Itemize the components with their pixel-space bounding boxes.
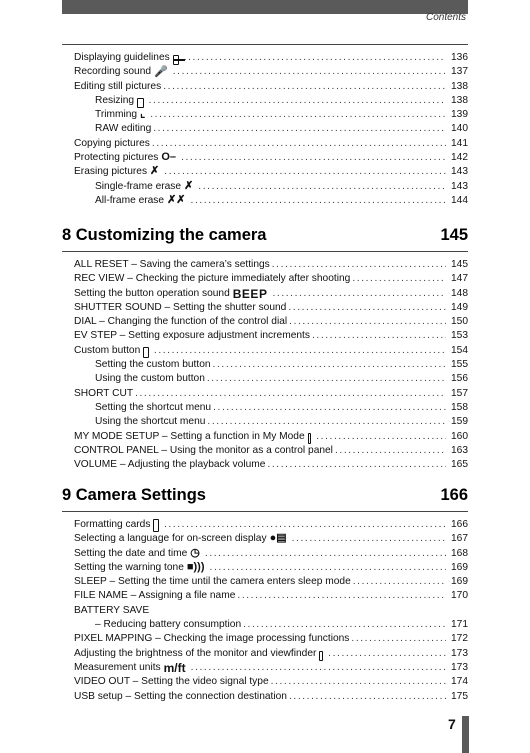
toc-entry[interactable] — [62, 272, 468, 286]
dot-leader — [267, 458, 446, 472]
toc-entry-title: BATTERY SAVE — [74, 604, 150, 616]
toc-entry[interactable] — [62, 194, 468, 208]
toc-entry[interactable] — [62, 329, 468, 343]
toc-entry-page: 166 — [451, 519, 468, 530]
toc-entry-page: 168 — [451, 547, 468, 559]
toc-entry[interactable] — [62, 444, 468, 458]
toc-entry-title: RAW editing — [95, 123, 152, 135]
dot-leader — [352, 272, 446, 286]
toc-entry-page: 148 — [451, 287, 468, 299]
toc-entry-page: 165 — [451, 459, 468, 471]
protect-key-icon: O– — [161, 151, 177, 164]
toc-entry[interactable] — [62, 387, 468, 401]
toc-entry[interactable] — [62, 458, 468, 472]
dot-leader — [292, 532, 446, 546]
dot-leader — [184, 51, 446, 65]
beep-icon: BEEP — [232, 286, 268, 301]
toc-entry[interactable] — [62, 518, 468, 532]
toc-entry-page: 149 — [451, 301, 468, 313]
dot-leader — [335, 444, 446, 458]
dot-leader — [271, 675, 446, 689]
toc-entry-page: 175 — [451, 690, 468, 702]
toc-block-customizing — [62, 251, 468, 472]
dot-leader — [205, 547, 446, 561]
toc-entry[interactable] — [62, 401, 468, 415]
language-icon: ●▤ — [269, 532, 287, 545]
dot-leader — [150, 108, 446, 122]
toc-entry[interactable] — [62, 137, 468, 151]
toc-entry-title: Erasing pictures — [74, 166, 148, 178]
toc-entry[interactable] — [62, 122, 468, 136]
dot-leader — [272, 287, 446, 301]
toc-entry[interactable] — [62, 430, 468, 444]
toc-entry-title: Adjusting the brightness of the monitor and viewfinder — [74, 647, 317, 659]
toc-entry[interactable] — [62, 372, 468, 386]
clock-icon: ◷ — [190, 546, 200, 559]
toc-entry-title: Using the custom button — [95, 373, 205, 385]
toc-entry[interactable] — [62, 561, 468, 575]
toc-entry-title: FILE NAME – Assigning a file name — [74, 590, 236, 602]
trim-icon: ⌞ — [140, 108, 146, 121]
toc-entry[interactable] — [62, 315, 468, 329]
toc-entry-title: Setting the date and time — [74, 547, 188, 559]
toc-entry[interactable] — [62, 108, 468, 122]
toc-entry-title: Using the shortcut menu — [95, 416, 206, 428]
toc-entry-title: VOLUME – Adjusting the playback volume — [74, 459, 266, 471]
toc-entry-title: USB setup – Setting the connection destination — [74, 690, 287, 702]
toc-entry[interactable] — [62, 287, 468, 301]
chapter-8-heading[interactable] — [62, 226, 468, 245]
toc-entry-page: 169 — [451, 561, 468, 573]
toc-entry-page: 159 — [451, 416, 468, 428]
toc-entry[interactable] — [62, 575, 468, 589]
toc-entry-title: Protecting pictures — [74, 152, 159, 164]
toc-entry-title: Setting the shortcut menu — [95, 401, 212, 413]
toc-entry-page: 141 — [451, 137, 468, 149]
dot-leader — [328, 647, 446, 661]
toc-entry[interactable] — [62, 589, 468, 603]
page-number: 7 — [448, 716, 456, 732]
toc-entry-page: 173 — [451, 647, 468, 659]
resize-icon — [137, 98, 144, 108]
toc-entry[interactable] — [62, 647, 468, 661]
toc-entry-page: 155 — [451, 359, 468, 371]
toc-entry[interactable] — [62, 415, 468, 429]
dot-leader — [164, 165, 446, 179]
toc-entry-page: 143 — [451, 180, 468, 192]
dot-leader — [243, 618, 446, 632]
toc-entry-title: Trimming — [95, 109, 138, 121]
toc-entry[interactable] — [62, 258, 468, 272]
mft-icon: m/ft — [163, 660, 186, 675]
chapter-8-title: 8 Customizing the camera — [62, 226, 267, 244]
microphone-icon: 🎤 — [154, 66, 168, 79]
toc-entry-page: 174 — [451, 676, 468, 688]
dot-leader — [135, 387, 446, 401]
toc-entry-title: Measurement units — [74, 661, 161, 673]
custom-button-icon — [143, 347, 149, 358]
dot-leader — [149, 94, 446, 108]
toc-entry[interactable] — [62, 51, 468, 65]
erase-icon: ✗ — [150, 165, 160, 178]
dot-leader — [351, 632, 446, 646]
dot-leader — [198, 180, 446, 194]
dot-leader — [154, 344, 446, 358]
toc-entry-page: 136 — [451, 52, 468, 63]
dot-leader — [153, 122, 446, 136]
toc-entry-title: – Reducing battery consumption — [95, 619, 242, 631]
chapter-9-page: 166 — [440, 486, 468, 504]
toc-entry-title: Displaying guidelines — [74, 52, 170, 63]
toc-entry[interactable] — [62, 675, 468, 689]
all-erase-icon: ✗✗ — [167, 193, 186, 206]
toc-entry-title: Editing still pictures — [74, 80, 162, 92]
toc-entry-page: 144 — [451, 194, 468, 206]
toc-entry[interactable] — [62, 165, 468, 179]
toc-entry-title: DIAL – Changing the function of the control dial — [74, 316, 288, 328]
dot-leader — [152, 137, 446, 151]
toc-entry-page: 153 — [451, 330, 468, 342]
dot-leader — [213, 401, 446, 415]
toc-entry-page: 140 — [451, 123, 468, 135]
dot-leader — [213, 358, 446, 372]
dot-leader — [289, 315, 446, 329]
dot-leader — [181, 151, 446, 165]
chapter-8-page: 145 — [440, 226, 468, 244]
erase-icon: ✗ — [184, 179, 194, 192]
toc-entry-page: 137 — [451, 66, 468, 78]
page-tab — [462, 716, 469, 753]
toc-entry-title: Single-frame erase — [95, 180, 182, 192]
dot-leader — [289, 690, 446, 704]
toc-entry-title: VIDEO OUT – Setting the video signal type — [74, 676, 269, 688]
toc-entry[interactable] — [62, 151, 468, 165]
toc-entry-page: 143 — [451, 166, 468, 178]
toc-entry-title: Copying pictures — [74, 137, 150, 149]
toc-entry-page: 171 — [451, 619, 468, 631]
card-format-icon — [153, 519, 159, 532]
speaker-icon: ■))) — [186, 560, 205, 573]
toc-entry-title: SLEEP – Setting the time until the camera enters sleep mode — [74, 576, 351, 588]
toc-entry-page: 154 — [451, 344, 468, 356]
toc-entry-page: 157 — [451, 387, 468, 399]
toc-entry-title: Custom button — [74, 344, 141, 356]
dot-leader — [353, 575, 446, 589]
dot-leader — [237, 589, 446, 603]
toc-entry-page: 138 — [451, 80, 468, 92]
toc-entry-page: 139 — [451, 109, 468, 121]
toc-entry[interactable] — [62, 690, 468, 704]
toc-entry[interactable] — [62, 344, 468, 358]
toc-entry-title: Setting the warning tone — [74, 561, 184, 573]
dot-leader — [207, 372, 446, 386]
section-label: Contents — [425, 12, 466, 23]
toc-entry[interactable] — [62, 358, 468, 372]
toc-block-editing — [62, 44, 468, 208]
toc-entry-title: Recording sound — [74, 66, 152, 78]
toc-entry[interactable] — [62, 547, 468, 561]
dot-leader — [288, 301, 446, 315]
dot-leader — [312, 329, 446, 343]
toc-entry-title: SHUTTER SOUND – Setting the shutter sound — [74, 301, 287, 313]
toc-entry-title: Selecting a language for on-screen display — [74, 533, 267, 545]
toc-entry-page: 138 — [451, 94, 468, 106]
dot-leader — [316, 430, 446, 444]
toc-entry[interactable] — [62, 632, 468, 646]
dot-leader — [191, 194, 446, 208]
toc-entry-title: REC VIEW – Checking the picture immediately after shooting — [74, 273, 351, 285]
toc-entry-page: 170 — [451, 590, 468, 602]
toc-entry-title: PIXEL MAPPING – Checking the image processing functions — [74, 633, 350, 645]
toc-entry[interactable] — [62, 532, 468, 546]
toc-entry[interactable] — [62, 80, 468, 94]
toc-entry-title: Formatting cards — [74, 519, 151, 530]
dot-leader — [210, 561, 446, 575]
my-mode-icon — [308, 433, 312, 444]
dot-leader — [164, 518, 446, 532]
guidelines-icon — [173, 55, 179, 65]
toc-entry-page: 147 — [451, 273, 468, 285]
toc-entry-title: MY MODE SETUP – Setting a function in My Mode — [74, 430, 305, 442]
toc-entry[interactable] — [62, 94, 468, 108]
toc-entry-page: 142 — [451, 152, 468, 164]
dot-leader — [173, 65, 446, 79]
toc-entry-page: 173 — [451, 661, 468, 673]
chapter-9-heading[interactable] — [62, 486, 468, 505]
toc-entry-page: 145 — [451, 259, 468, 270]
toc-entry[interactable] — [62, 661, 468, 675]
header-bar — [62, 0, 468, 14]
toc-entry-title: ALL RESET – Saving the camera’s settings — [74, 259, 270, 270]
toc-entry-title: Setting the custom button — [95, 359, 211, 371]
toc-entry-title: SHORT CUT — [74, 387, 134, 399]
toc-entry-page: 158 — [451, 401, 468, 413]
dot-leader — [163, 80, 446, 94]
toc-entry[interactable] — [62, 618, 468, 632]
dot-leader — [207, 415, 446, 429]
toc-entry-page: 150 — [451, 316, 468, 328]
monitor-brightness-icon — [319, 651, 323, 661]
dot-leader — [272, 258, 446, 272]
toc-entry[interactable] — [62, 301, 468, 315]
toc-block-camera-settings — [62, 511, 468, 704]
toc-entry-page: 169 — [451, 576, 468, 588]
toc-entry-title: CONTROL PANEL – Using the monitor as a control panel — [74, 444, 333, 456]
toc-entry-title: EV STEP – Setting exposure adjustment increments — [74, 330, 310, 342]
toc-entry-page: 167 — [451, 533, 468, 545]
chapter-9-title: 9 Camera Settings — [62, 486, 206, 504]
toc-entry[interactable] — [62, 65, 468, 79]
toc-entry[interactable] — [62, 180, 468, 194]
toc-entry-page: 172 — [451, 633, 468, 645]
toc-entry-page: 160 — [451, 430, 468, 442]
toc-entry-title: All-frame erase — [95, 194, 165, 206]
toc-entry-title: Setting the button operation sound — [74, 287, 230, 299]
toc-entry-page: 156 — [451, 373, 468, 385]
toc-entry-title: Resizing — [95, 94, 135, 106]
dot-leader — [191, 661, 446, 675]
toc-entry[interactable] — [62, 604, 468, 618]
toc-entry-page: 163 — [451, 444, 468, 456]
